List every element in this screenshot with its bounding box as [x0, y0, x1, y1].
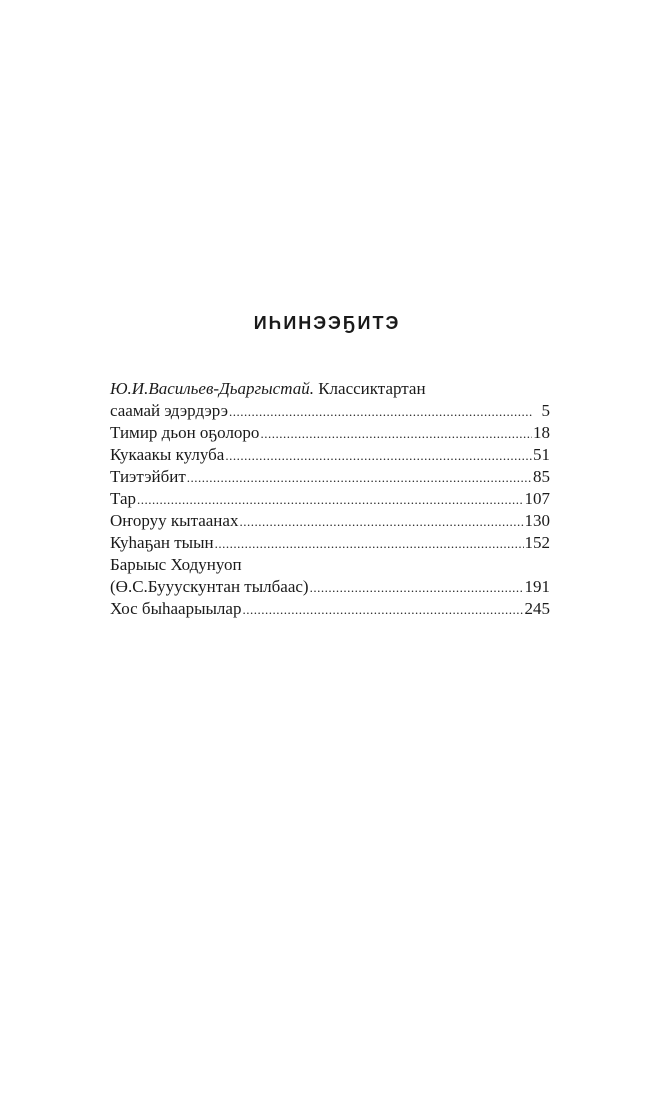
toc-entry-page: 191	[524, 577, 550, 596]
toc-entry	[110, 510, 550, 532]
toc-entry-title: (Ө.С.Бууускунтан тылбаас)	[110, 577, 309, 596]
dot-leader	[260, 422, 532, 445]
toc-entry-title: саамай эдэрдэрэ	[110, 401, 229, 420]
toc-entry	[110, 444, 550, 466]
toc-entry-title: Куһаҕан тыын	[110, 533, 214, 552]
toc-entry	[110, 488, 550, 510]
toc-entry	[110, 466, 550, 488]
toc-entry-title: Тиэтэйбит	[110, 467, 186, 486]
dot-leader	[310, 576, 524, 599]
toc-entry-author: Ю.И.Васильев-Дьаргыстай.	[110, 379, 314, 398]
dot-leader	[215, 532, 524, 555]
toc-entry-1-line-2	[110, 400, 550, 422]
toc-entry-8-line-1	[110, 554, 550, 576]
toc-entry-page: 130	[524, 511, 550, 530]
toc-entry-8-line-2	[110, 576, 550, 598]
toc-entry-1-line-1	[110, 378, 550, 400]
dot-leader	[137, 488, 523, 511]
dot-leader	[239, 510, 523, 533]
toc-entry-page: 5	[541, 401, 550, 420]
toc-entry-page: 18	[533, 423, 550, 442]
toc-entry-title: Хос быһаарыылар	[110, 599, 242, 618]
dot-leader	[229, 400, 533, 423]
toc-entry-page: 85	[533, 467, 550, 486]
toc-entry-page: 245	[524, 599, 550, 618]
table-of-contents	[110, 378, 550, 620]
toc-entry-page: 107	[524, 489, 550, 508]
toc-entry	[110, 532, 550, 554]
dot-leader	[187, 466, 532, 489]
toc-entry	[110, 598, 550, 620]
toc-entry-title: Оҥоруу кытаанах	[110, 511, 239, 530]
toc-entry-title: Тимир дьон оҕолоро	[110, 423, 260, 442]
toc-entry-title: Кукаакы кулуба	[110, 445, 225, 464]
dot-leader	[242, 598, 523, 621]
toc-entry-title-part: Классиктартан	[318, 379, 426, 398]
toc-entry-page: 152	[524, 533, 550, 552]
toc-entry-title: Тар	[110, 489, 137, 508]
toc-entry-title-part: Барыыс Ходунуоп	[110, 555, 242, 574]
dot-leader	[225, 444, 532, 467]
toc-entry-page: 51	[533, 445, 550, 464]
toc-entry	[110, 422, 550, 444]
page-title: ИҺИНЭЭҔИТЭ	[253, 313, 401, 333]
